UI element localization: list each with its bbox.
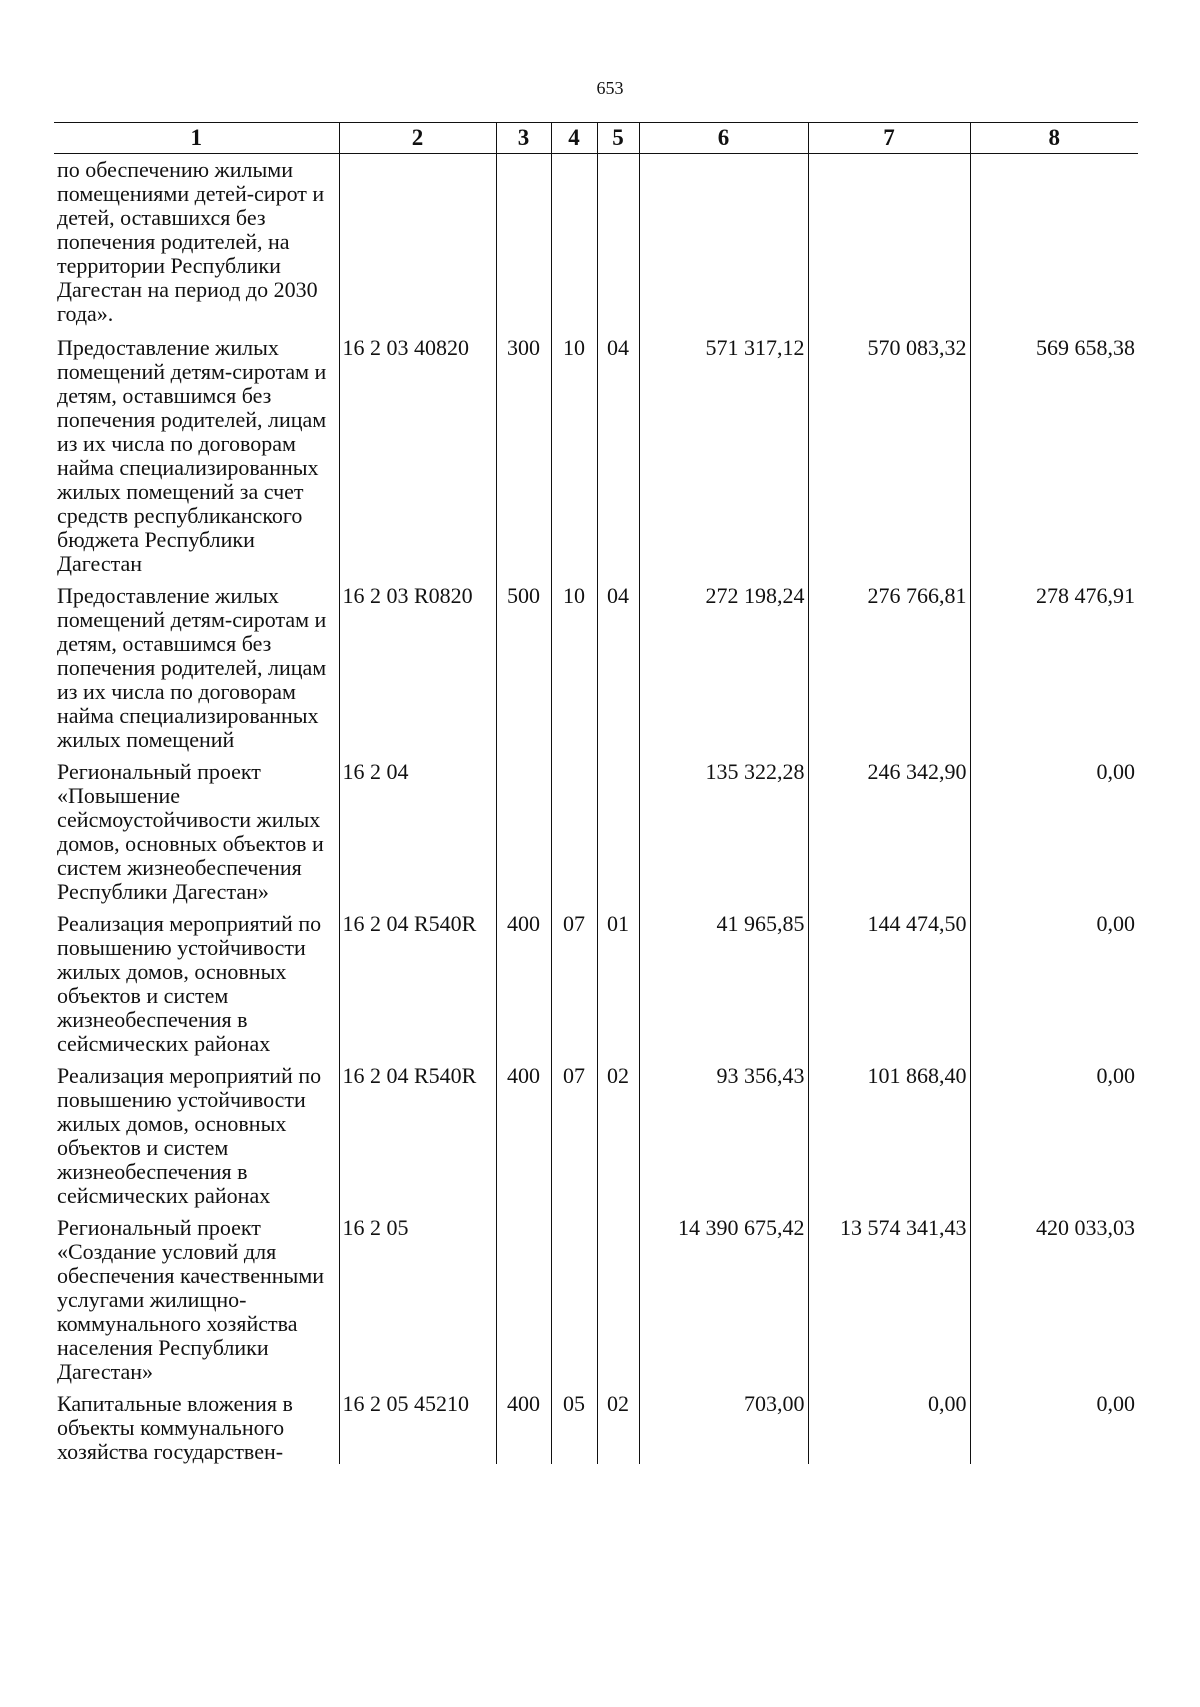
table-row [54, 752, 1138, 904]
row-col6-cell: 135 322,28 [639, 752, 808, 904]
row-code-cell: 16 2 03 R0820 [339, 576, 496, 752]
row-col7-cell: 101 868,40 [808, 1056, 970, 1208]
table-row [54, 1208, 1138, 1384]
row-col4-cell: 05 [551, 1384, 597, 1464]
row-name-cell: Капитальные вложения в объекты коммунального хозяйства государствен- [57, 1391, 293, 1464]
row-col8-cell: 0,00 [970, 752, 1138, 904]
row-col7-cell [808, 154, 970, 329]
row-code-cell [339, 154, 496, 329]
row-col8-cell: 278 476,91 [970, 576, 1138, 752]
row-col4-cell: 07 [551, 904, 597, 1056]
row-col4-cell [551, 154, 597, 329]
column-header: 8 [970, 123, 1138, 154]
table-row [54, 1056, 1138, 1208]
table-row [54, 154, 1138, 329]
row-code-cell: 16 2 05 45210 [339, 1384, 496, 1464]
row-col4-cell [551, 1208, 597, 1384]
table-row [54, 904, 1138, 1056]
row-col5-cell: 04 [597, 576, 639, 752]
row-code-cell: 16 2 04 [339, 752, 496, 904]
row-col8-cell: 0,00 [970, 1056, 1138, 1208]
row-col4-cell: 10 [551, 576, 597, 752]
row-code-cell: 16 2 04 R540R [339, 1056, 496, 1208]
table-row [54, 328, 1138, 576]
row-col5-cell [597, 154, 639, 329]
row-col6-cell: 14 390 675,42 [639, 1208, 808, 1384]
row-col7-cell: 570 083,32 [808, 328, 970, 576]
row-col8-cell: 0,00 [970, 1384, 1138, 1464]
row-col6-cell: 93 356,43 [639, 1056, 808, 1208]
row-col7-cell: 144 474,50 [808, 904, 970, 1056]
column-header: 6 [639, 123, 808, 154]
row-code-cell: 16 2 05 [339, 1208, 496, 1384]
row-col3-cell: 400 [496, 1384, 551, 1464]
row-col7-cell: 13 574 341,43 [808, 1208, 970, 1384]
row-col5-cell: 01 [597, 904, 639, 1056]
column-header: 2 [339, 123, 496, 154]
row-col4-cell [551, 752, 597, 904]
budget-table [54, 122, 1138, 1464]
row-col8-cell: 420 033,03 [970, 1208, 1138, 1384]
row-col3-cell: 500 [496, 576, 551, 752]
table-row [54, 1384, 1138, 1464]
row-name-cell: Реализация мероприятий по повышению устойчивости жилых домов, основных объектов и систем жизнеобеспечения в сейсмических районах [57, 1063, 322, 1208]
row-col6-cell: 703,00 [639, 1384, 808, 1464]
column-header: 4 [551, 123, 597, 154]
row-col3-cell [496, 154, 551, 329]
row-col5-cell [597, 752, 639, 904]
row-col6-cell [639, 154, 808, 329]
row-col8-cell: 0,00 [970, 904, 1138, 1056]
row-col7-cell: 0,00 [808, 1384, 970, 1464]
row-name-cell: Предоставление жилых помещений детям-сиротам и детям, оставшимся без попечения родителей, лицам из их числа по договорам найма специализированных жилых помещений за счет средств республиканского бюджета Республики Дагестан [57, 335, 327, 576]
row-name-cell: Реализация мероприятий по повышению устойчивости жилых домов, основных объектов и систем жизнеобеспечения в сейсмических районах [57, 911, 322, 1056]
column-header: 1 [54, 123, 339, 154]
row-col8-cell [970, 154, 1138, 329]
row-name-cell: по обеспечению жилыми помещениями детей-сирот и детей, оставшихся без попечения родителей, на территории Республики Дагестан на период до 2030 года». [57, 157, 325, 326]
row-col5-cell: 02 [597, 1056, 639, 1208]
row-col5-cell: 04 [597, 328, 639, 576]
row-code-cell: 16 2 04 R540R [339, 904, 496, 1056]
row-col4-cell: 10 [551, 328, 597, 576]
column-header: 5 [597, 123, 639, 154]
table-row [54, 576, 1138, 752]
table-header-row [54, 123, 1138, 154]
row-col7-cell: 246 342,90 [808, 752, 970, 904]
page-number: 653 [596, 78, 624, 98]
row-col3-cell: 400 [496, 904, 551, 1056]
row-name-cell: Региональный проект «Повышение сейсмоустойчивости жилых домов, основных объектов и систем жизнеобеспечения Республики Дагестан» [57, 759, 324, 904]
row-col6-cell: 272 198,24 [639, 576, 808, 752]
row-col5-cell [597, 1208, 639, 1384]
row-name-cell: Предоставление жилых помещений детям-сиротам и детям, оставшимся без попечения родителей, лицам из их числа по договорам найма специализированных жилых помещений [57, 583, 327, 752]
row-col3-cell [496, 1208, 551, 1384]
row-code-cell: 16 2 03 40820 [339, 328, 496, 576]
column-header: 3 [496, 123, 551, 154]
row-col6-cell: 571 317,12 [639, 328, 808, 576]
row-col3-cell [496, 752, 551, 904]
row-col5-cell: 02 [597, 1384, 639, 1464]
row-col3-cell: 300 [496, 328, 551, 576]
row-col4-cell: 07 [551, 1056, 597, 1208]
row-name-cell: Региональный проект «Создание условий для обеспечения качественными услугами жилищно-коммунального хозяйства населения Республики Дагестан» [57, 1215, 325, 1384]
row-col3-cell: 400 [496, 1056, 551, 1208]
column-header: 7 [808, 123, 970, 154]
row-col6-cell: 41 965,85 [639, 904, 808, 1056]
row-col8-cell: 569 658,38 [970, 328, 1138, 576]
row-col7-cell: 276 766,81 [808, 576, 970, 752]
